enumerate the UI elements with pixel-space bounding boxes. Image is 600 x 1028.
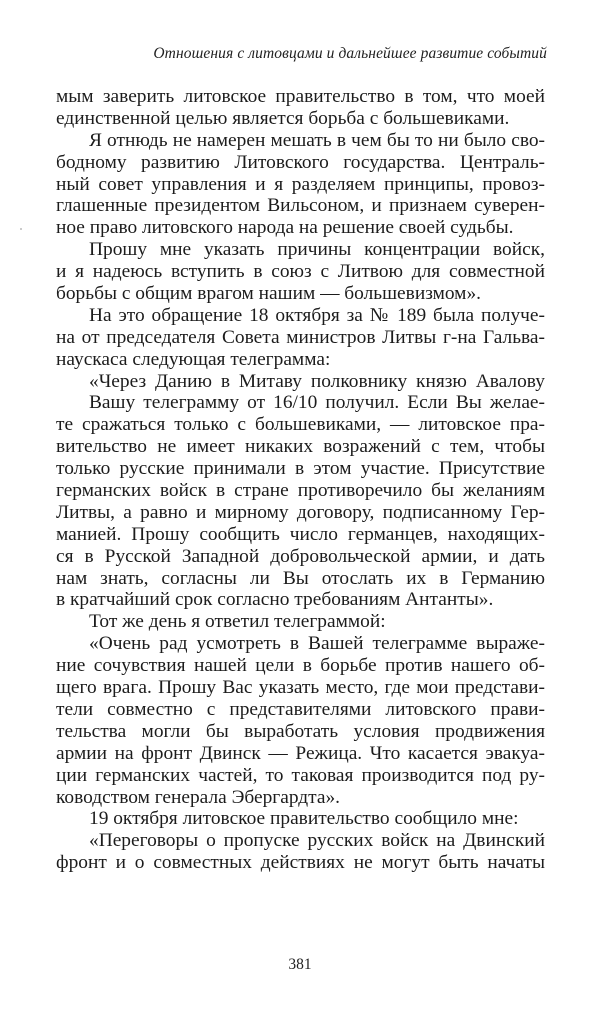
text-line: на от председателя Совета министров Литвы г-на Гальва-	[56, 326, 545, 348]
text-line: только русские принимали в этом участие. Присутствие	[56, 458, 545, 480]
text-line: ное право литовского народа на решение своей судьбы.	[56, 217, 514, 239]
text-line: мым заверить литовское правительство в том, что моей	[56, 86, 545, 107]
text-line: «Очень рад усмотреть в Вашей телеграмме выраже-	[89, 633, 545, 655]
running-head: Отношения с литовцами и дальнейшее развитие событий	[153, 45, 547, 62]
text-line: армии на фронт Двинск — Режица. Что касается эвакуа-	[56, 742, 545, 764]
text-line: единственной целью является борьба с большевиками.	[56, 107, 510, 129]
text-line: На это обращение 18 октября за № 189 была получе-	[89, 304, 545, 326]
text-line: Вашу телеграмму от 16/10 получил. Если Вы желае-	[89, 392, 545, 414]
text-line: ции германских частей, то таковая производится под ру-	[56, 764, 545, 786]
text-line: манией. Прошу сообщить число германцев, находящих-	[56, 523, 545, 545]
text-line: фронт и о совместных действиях не могут быть начаты	[56, 852, 545, 874]
text-line: те сражаться только с большевиками, — литовское пра-	[56, 414, 545, 436]
text-line: в кратчайший срок согласно требованиям Антанты».	[56, 589, 494, 611]
text-line: Я отнюдь не намерен мешать в чем бы то ни было сво-	[89, 129, 545, 151]
text-line: глашенные президентом Вильсоном, и признаем суверен-	[56, 195, 545, 217]
text-line: наускаса следующая телеграмма:	[56, 348, 331, 370]
text-line: «Через Данию в Митаву полковнику князю Авалову	[89, 370, 545, 392]
page-number: 381	[288, 956, 312, 973]
text-line: германских войск в стране противоречило бы желаниям	[56, 480, 545, 502]
text-line: Тот же день я ответил телеграммой:	[89, 611, 386, 633]
text-line: ководством генерала Эбергардта».	[56, 786, 341, 808]
body-text	[56, 86, 545, 874]
text-line: нам знать, согласны ли Вы отослать их в Германию	[56, 567, 545, 589]
text-line: тельства могли бы выработать условия продвижения	[56, 720, 545, 742]
text-line: борьбы с общим врагом нашим — большевизмом».	[56, 283, 481, 305]
text-line: «Переговоры о пропуске русских войск на Двинский	[89, 830, 545, 852]
scan-speck	[20, 228, 22, 230]
text-line: Литвы, а равно и мирному договору, подписанному Гер-	[56, 501, 545, 523]
text-line: ся в Русской Западной добровольческой армии, и дать	[56, 545, 545, 567]
text-line: тели совместно с представителями литовского прави-	[56, 698, 545, 720]
text-line: вительство не имеет никаких возражений с тем, чтобы	[56, 436, 545, 458]
text-line: щего врага. Прошу Вас указать место, где мои представи-	[56, 677, 545, 699]
text-line: и я надеюсь вступить в союз с Литвою для совместной	[56, 261, 545, 283]
text-line: ние сочувствия нашей цели в борьбе против нашего об-	[56, 655, 545, 677]
text-line: бодному развитию Литовского государства. Централь-	[56, 151, 545, 173]
text-line: Прошу мне указать причины концентрации войск,	[89, 239, 545, 261]
text-line: ный совет управления и я разделяем принципы, провоз-	[56, 173, 545, 195]
text-line: 19 октября литовское правительство сообщило мне:	[89, 808, 519, 830]
